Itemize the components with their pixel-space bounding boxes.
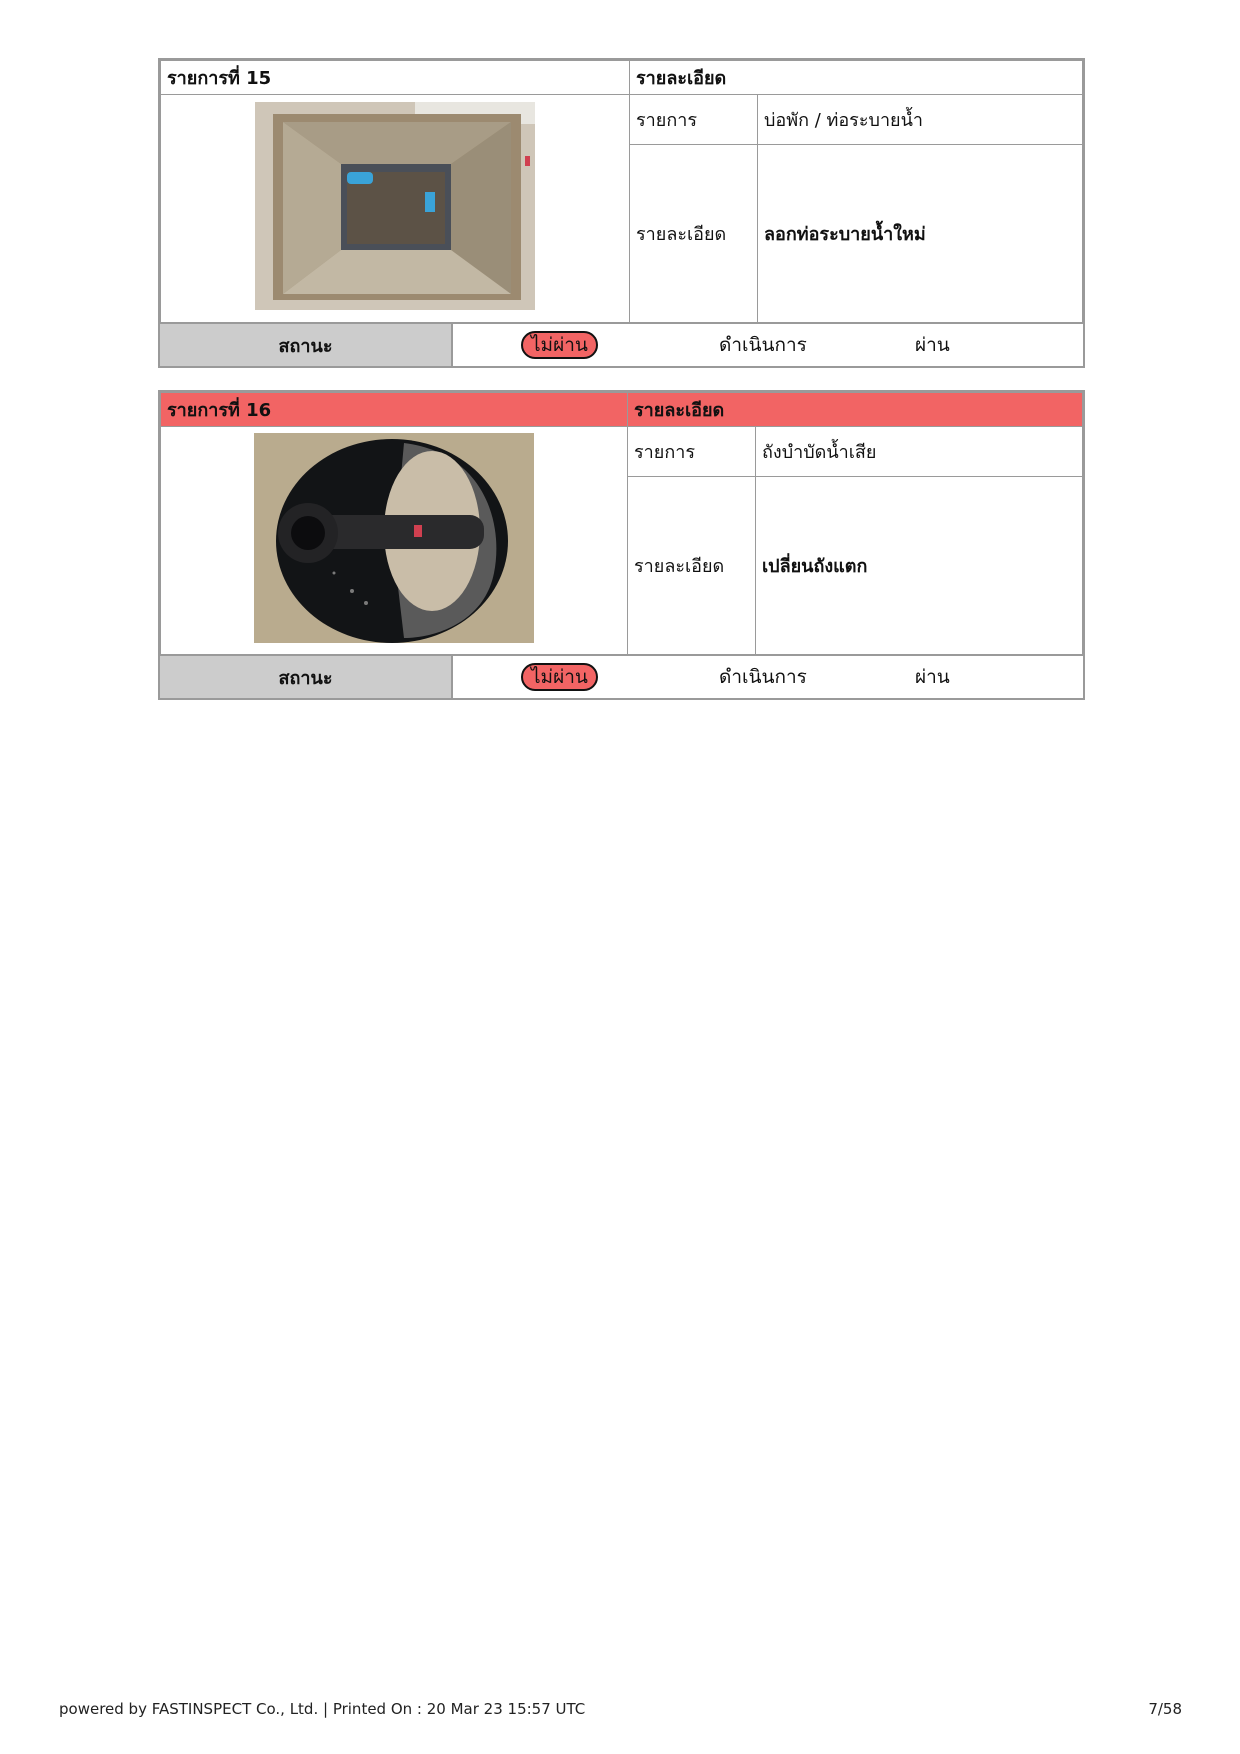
status-pass-option[interactable]: ผ่าน (915, 334, 950, 356)
status-in-progress-option[interactable]: ดำเนินการ (719, 334, 807, 356)
status-in-progress-option[interactable]: ดำเนินการ (719, 666, 807, 688)
status-options (453, 324, 1083, 366)
detail-header: รายละเอียด (628, 393, 1083, 427)
footer-credit: powered by FASTINSPECT Co., Ltd. | Printed On : 20 Mar 23 15:57 UTC (59, 1700, 586, 1718)
drain-pit-photo[interactable] (255, 102, 535, 310)
row-label: รายการ (630, 95, 758, 145)
status-options (453, 656, 1083, 698)
status-label: สถานะ (160, 324, 453, 366)
page-number: 7/58 (1148, 1700, 1182, 1718)
row-value: บ่อพัก / ท่อระบายน้ำ (758, 95, 1083, 145)
status-row (160, 323, 1083, 366)
row-label: รายละเอียด (628, 477, 756, 655)
inspection-item-15 (158, 58, 1085, 368)
row-value: ลอกท่อระบายน้ำใหม่ (758, 145, 1083, 323)
row-value: เปลี่ยนถังแตก (756, 477, 1083, 655)
status-label: สถานะ (160, 656, 453, 698)
row-value: ถังบำบัดน้ำเสีย (756, 427, 1083, 477)
row-label: รายละเอียด (630, 145, 758, 323)
item-photo-cell (161, 427, 628, 655)
status-pass-option[interactable]: ผ่าน (915, 666, 950, 688)
septic-tank-photo[interactable] (254, 433, 534, 643)
status-fail-option[interactable]: ไม่ผ่าน (521, 663, 598, 691)
status-row (160, 655, 1083, 698)
item-title: รายการที่ 16 (161, 393, 628, 427)
item-photo-cell (161, 95, 630, 323)
detail-header: รายละเอียด (630, 61, 1083, 95)
item-title: รายการที่ 15 (161, 61, 630, 95)
inspection-item-16 (158, 390, 1085, 700)
row-label: รายการ (628, 427, 756, 477)
status-fail-option[interactable]: ไม่ผ่าน (521, 331, 598, 359)
